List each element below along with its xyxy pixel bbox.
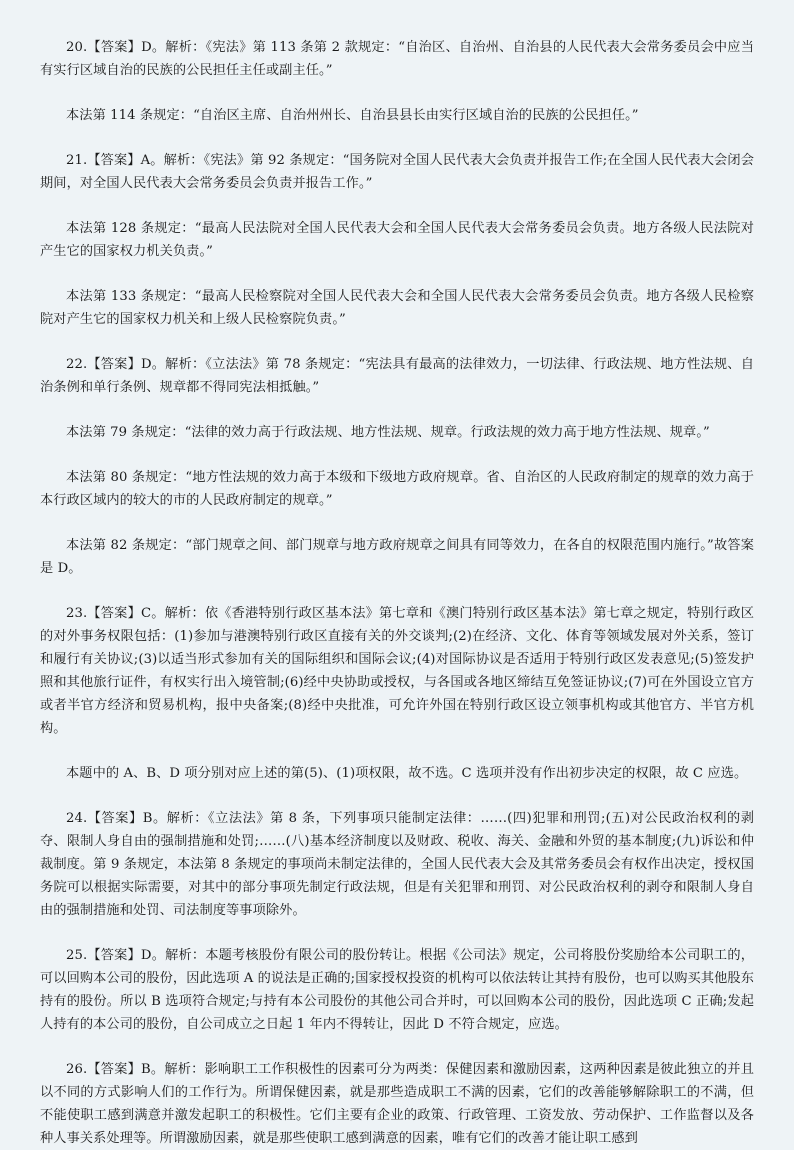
article-114-paragraph: 本法第 114 条规定：“自治区主席、自治州州长、自治县县长由实行区域自治的民族的公民担任。” [66, 108, 639, 123]
answer-22-paragraph: 22.【答案】D。解析：《立法法》第 78 条规定：“宪法具有最高的法律效力，一切法律、行政法规、地方性法规、自治条例和单行条例、规章都不得同宪法相抵触。” [40, 357, 754, 395]
article-133-paragraph: 本法第 133 条规定：“最高人民检察院对全国人民代表大会和全国人民代表大会常务委员会负责。地方各级人民检察院对产生它的国家权力机关和上级人民检察院负责。” [40, 289, 754, 327]
article-82-paragraph: 本法第 82 条规定：“部门规章之间、部门规章与地方政府规章之间具有同等效力，在各自的权限范围内施行。”故答案是 D。 [40, 538, 754, 576]
article-80-paragraph: 本法第 80 条规定：“地方性法规的效力高于本级和下级地方政府规章。省、自治区的人民政府制定的规章的效力高于本行政区域内的较大的市的人民政府制定的规章。” [40, 470, 754, 508]
answer-26-paragraph: 26.【答案】B。解析：影响职工工作积极性的因素可分为两类：保健因素和激励因素，这两种因素是彼此独立的并且以不同的方式影响人们的工作行为。所谓保健因素，就是那些造成职工不满的因素，它们的改善能够解除职工的不满，但不能使职工感到满意并激发起职工的积极性。它们主要有企业的政策、行政管理、工资发放、劳动保护、工作监督以及各种人事关系处理等。所谓激励因素，就是那些使职工感到满意的因素，唯有它们的改善才能让职工感到 [40, 1062, 754, 1146]
answer-24-paragraph: 24.【答案】B。解析：《立法法》第 8 条，下列事项只能制定法律：……(四)犯罪和刑罚;(五)对公民政治权利的剥夺、限制人身自由的强制措施和处罚;……(八)基本经济制度以及财政、税收、海关、金融和外贸的基本制度;(九)诉讼和仲裁制度。第 9 条规定，本法第 8 条规定的事项尚未制定法律的，全国人民代表大会及其常务委员会有权作出决定，授权国务院可以根据实际需要，对其中的部分事项先制定行政法规，但是有关犯罪和刑罚、对公民政治权利的剥夺和限制人身自由的强制措施和处罚、司法制度等事项除外。 [40, 811, 754, 918]
answer-23-conclusion-paragraph: 本题中的 A、B、D 项分别对应上述的第(5)、(1)项权限，故不选。C 选项并没有作出初步决定的权限，故 C 应选。 [66, 766, 748, 781]
answer-25-paragraph: 25.【答案】D。解析：本题考核股份有限公司的股份转让。根据《公司法》规定，公司将股份奖励给本公司职工的，可以回购本公司的股份，因此选项 A 的说法是正确的;国家授权投资的机构可以依法转让其持有股份，也可以购买其他股东持有的股份。所以 B 选项符合规定;与持有本公司股份的其他公司合并时，可以回购本公司的股份，因此选项 C 正确;发起人持有的本公司的股份，自公司成立之日起 1 年内不得转让，因此 D 不符合规定，应选。 [40, 948, 754, 1032]
article-79-paragraph: 本法第 79 条规定：“法律的效力高于行政法规、地方性法规、规章。行政法规的效力高于地方性法规、规章。” [66, 425, 710, 440]
article-128-paragraph: 本法第 128 条规定：“最高人民法院对全国人民代表大会和全国人民代表大会常务委员会负责。地方各级人民法院对产生它的国家权力机关负责。” [40, 221, 754, 259]
answer-20-paragraph: 20.【答案】D。解析：《宪法》第 113 条第 2 款规定：“自治区、自治州、自治县的人民代表大会常务委员会中应当有实行区域自治的民族的公民担任主任或副主任。” [40, 40, 754, 78]
answer-21-paragraph: 21.【答案】A。解析：《宪法》第 92 条规定：“国务院对全国人民代表大会负责并报告工作;在全国人民代表大会闭会期间，对全国人民代表大会常务委员会负责并报告工作。” [40, 153, 754, 191]
answer-23-paragraph: 23.【答案】C。解析：依《香港特别行政区基本法》第七章和《澳门特别行政区基本法》第七章之规定，特别行政区的对外事务权限包括：(1)参加与港澳特别行政区直接有关的外交谈判;(2)在经济、文化、体育等领域发展对外关系，签订和履行有关协议;(3)以适当形式参加有关的国际组织和国际会议;(4)对国际协议是否适用于特别行政区发表意见;(5)签发护照和其他旅行证件，有权实行出入境管制;(6)经中央协助或授权，与各国或各地区缔结互免签证协议;(7)可在外国设立官方或者半官方经济和贸易机构，报中央备案;(8)经中央批准，可允许外国在特别行政区设立领事机构或其他官方、半官方机构。 [40, 606, 754, 736]
